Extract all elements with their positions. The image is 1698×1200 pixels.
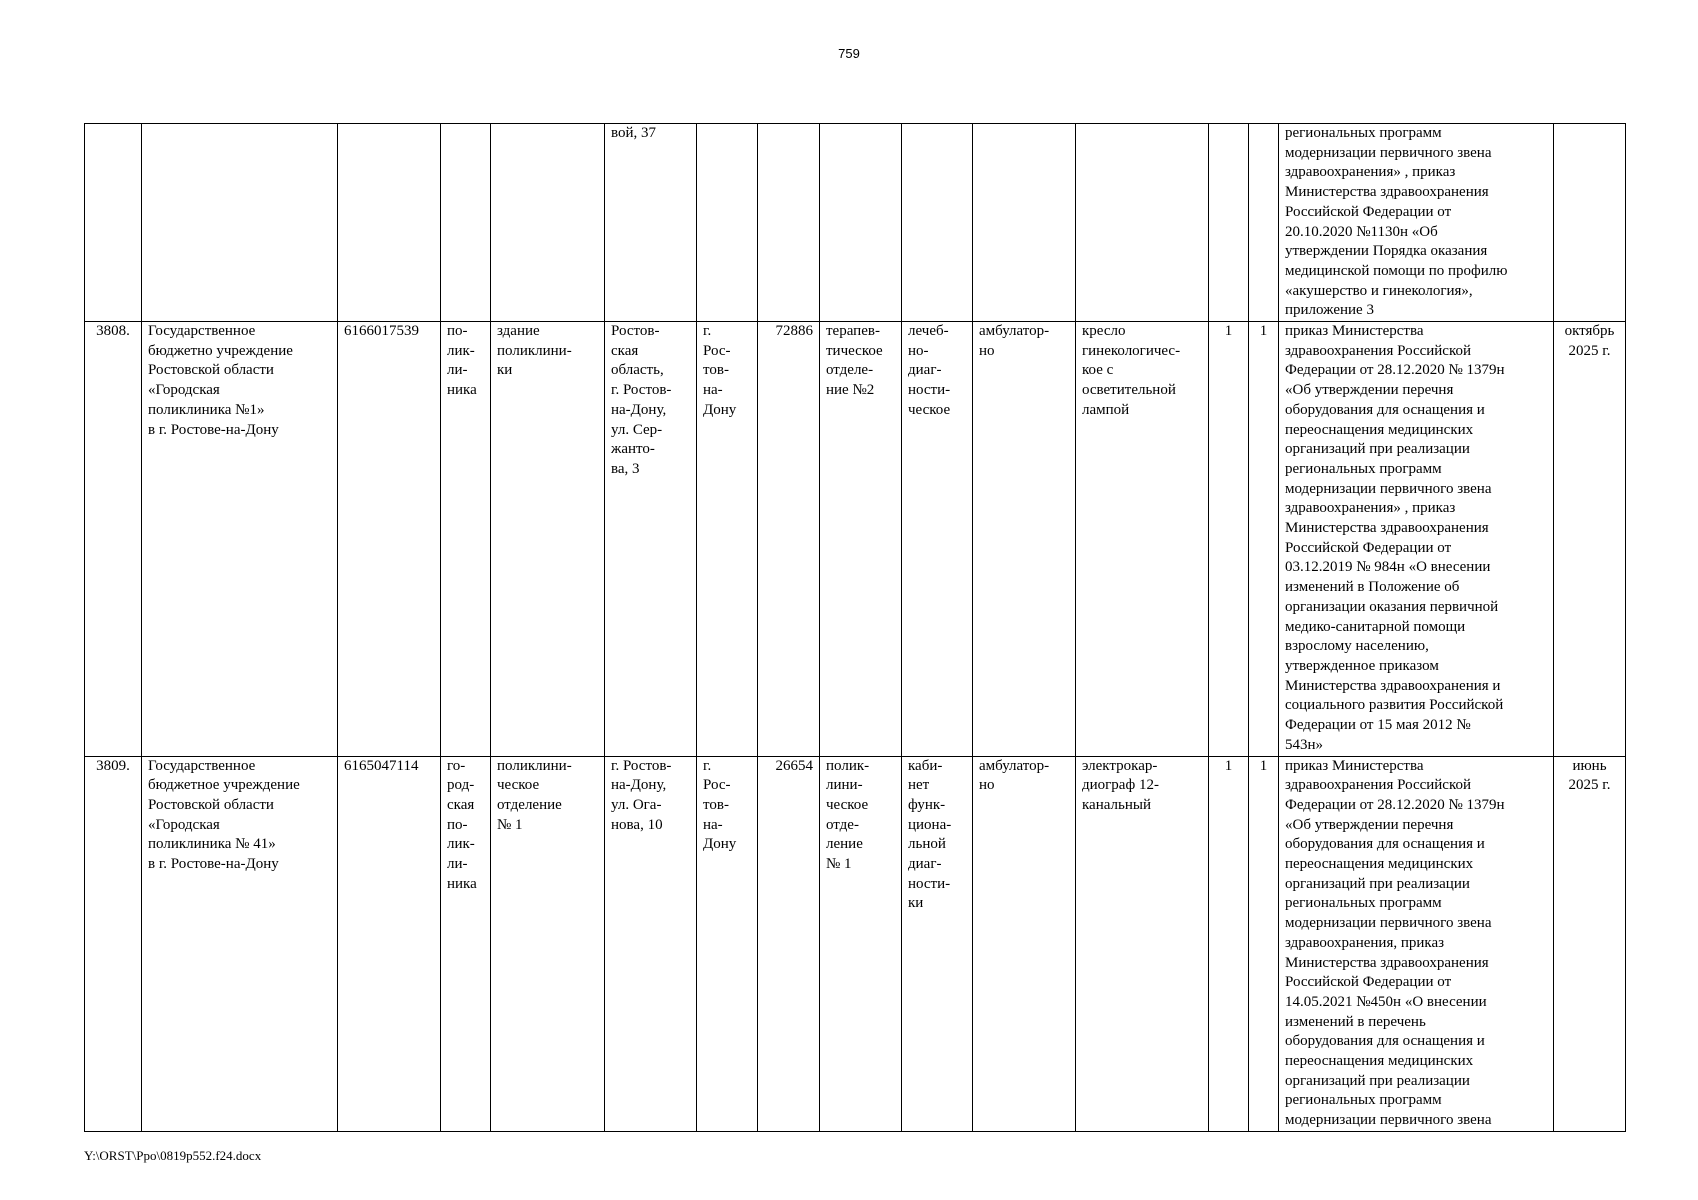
care-form — [973, 124, 1076, 322]
care-form: амбулатор- но — [973, 756, 1076, 1131]
quantity-b: 1 — [1249, 322, 1279, 756]
equipment: электрокар- диограф 12- канальный — [1076, 756, 1209, 1131]
page-number: 759 — [838, 46, 860, 61]
organization-name — [142, 124, 338, 322]
inn: 6165047114 — [338, 756, 441, 1131]
cabinet: каби- нет функ- циона- льной диаг- ности- ки — [902, 756, 973, 1131]
quantity-a: 1 — [1209, 322, 1249, 756]
care-form: амбулатор- но — [973, 322, 1076, 756]
organization-type — [441, 124, 491, 322]
legal-basis: приказ Министерства здравоохранения Российской Федерации от 28.12.2020 № 1379н «Об утверждении перечня оборудования для оснащения и переоснащения медицинских организаций при реализации региональных программ модернизации первичного звена здравоохранения» , приказ Министерства здравоохранения Российской Федерации от 03.12.2019 № 984н «О внесении изменений в Положение об организации оказания первичной медико-санитарной помощи взрослому населению, утвержденное приказом Министерства здравоохранения и социального развития Российской Федерации от 15 мая 2012 № 543н» — [1279, 322, 1554, 756]
register-table — [84, 123, 1626, 1132]
organization-name: Государственное бюджетное учреждение Ростовской области «Городская поликлиника № 41» в г. Ростове-на-Дону — [142, 756, 338, 1131]
locality — [697, 124, 758, 322]
equipment — [1076, 124, 1209, 322]
due-date: июнь 2025 г. — [1554, 756, 1626, 1131]
equipment: кресло гинекологичес- кое с осветительной лампой — [1076, 322, 1209, 756]
cabinet — [902, 124, 973, 322]
department: терапев- тическое отделе- ние №2 — [820, 322, 902, 756]
row-number: 3808. — [85, 322, 142, 756]
legal-basis: региональных программ модернизации первичного звена здравоохранения» , приказ Министерства здравоохранения Российской Федерации от 20.10.2020 №1130н «Об утверждении Порядка оказания медицинской помощи по профилю «акушерство и гинекология», приложение 3 — [1279, 124, 1554, 322]
organization-type: го- род- ская по- лик- ли- ника — [441, 756, 491, 1131]
quantity-b — [1249, 124, 1279, 322]
legal-basis: приказ Министерства здравоохранения Российской Федерации от 28.12.2020 № 1379н «Об утверждении перечня оборудования для оснащения и переоснащения медицинских организаций при реализации региональных программ модернизации первичного звена здравоохранения, приказ Министерства здравоохранения Российской Федерации от 14.05.2021 №450н «О внесении изменений в перечень оборудования для оснащения и переоснащения медицинских организаций при реализации региональных программ модернизации первичного звена — [1279, 756, 1554, 1131]
code: 26654 — [758, 756, 820, 1131]
structural-unit — [491, 124, 605, 322]
inn — [338, 124, 441, 322]
table-row — [85, 756, 1626, 1131]
table-row — [85, 124, 1626, 322]
quantity-a: 1 — [1209, 756, 1249, 1131]
organization-type: по- лик- ли- ника — [441, 322, 491, 756]
due-date — [1554, 124, 1626, 322]
locality: г. Рос- тов- на- Дону — [697, 322, 758, 756]
locality: г. Рос- тов- на- Дону — [697, 756, 758, 1131]
row-number: 3809. — [85, 756, 142, 1131]
code: 72886 — [758, 322, 820, 756]
organization-name: Государственное бюджетно учреждение Ростовской области «Городская поликлиника №1» в г. Ростове-на-Дону — [142, 322, 338, 756]
structural-unit: поликлини- ческое отделение № 1 — [491, 756, 605, 1131]
quantity-a — [1209, 124, 1249, 322]
quantity-b: 1 — [1249, 756, 1279, 1131]
inn: 6166017539 — [338, 322, 441, 756]
table-row — [85, 322, 1626, 756]
cabinet: лечеб- но- диаг- ности- ческое — [902, 322, 973, 756]
code — [758, 124, 820, 322]
department — [820, 124, 902, 322]
row-number — [85, 124, 142, 322]
address: г. Ростов- на-Дону, ул. Ога- нова, 10 — [605, 756, 697, 1131]
structural-unit: здание поликлини- ки — [491, 322, 605, 756]
footer-file-path: Y:\ORST\Ppo\0819p552.f24.docx — [84, 1148, 262, 1163]
address: вой, 37 — [605, 124, 697, 322]
department: полик- лини- ческое отде- ление № 1 — [820, 756, 902, 1131]
address: Ростов- ская область, г. Ростов- на-Дону, ул. Сер- жанто- ва, 3 — [605, 322, 697, 756]
due-date: октябрь 2025 г. — [1554, 322, 1626, 756]
